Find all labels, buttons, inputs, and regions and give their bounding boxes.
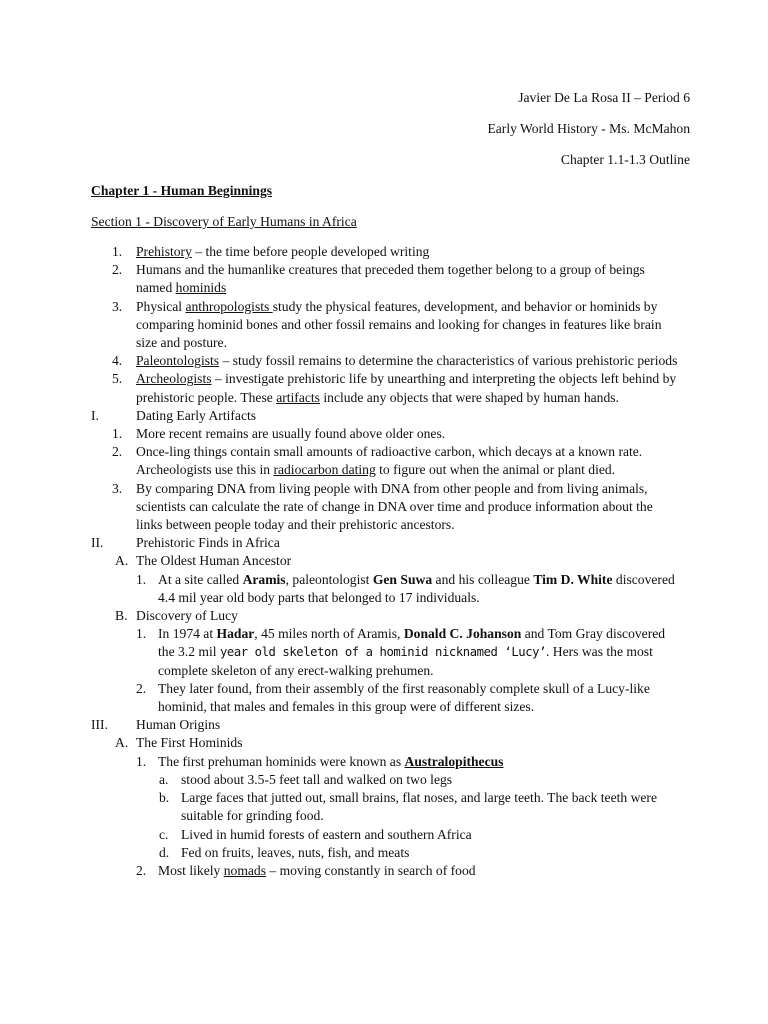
outline-item: [0, 407, 768, 425]
text-run: Gen Suwa: [372, 571, 433, 587]
outline-text: [136, 243, 680, 261]
outline-text: [136, 407, 680, 425]
outline-marker: A.: [115, 735, 129, 751]
text-run: At a site called: [158, 571, 243, 587]
text-run: and Tom Gray discovered the 3.2 mil: [158, 626, 666, 660]
text-run: year old skeleton of a hominid nicknamed ‘Lucy’: [219, 645, 546, 660]
text-run: Paleontologists: [136, 353, 220, 369]
text-run: Fed on fruits, leaves, nuts, fish, and meats: [181, 844, 410, 860]
outline-marker: 3.: [112, 480, 123, 496]
text-run: Lived in humid forests of eastern and southern Africa: [181, 826, 472, 842]
outline-item: [0, 298, 768, 353]
outline-marker: 2.: [136, 680, 147, 696]
outline-marker: B.: [115, 608, 128, 624]
outline-item: [0, 370, 768, 406]
text-run: They later found, from their assembly of the first reasonably complete skull of a Lucy-like hominid, that males and females in this group were of different sizes.: [158, 680, 650, 715]
outline-marker: a.: [159, 771, 169, 787]
text-run: The First Hominids: [136, 735, 243, 751]
text-run: Prehistory: [136, 244, 192, 259]
outline-marker: 2.: [112, 444, 123, 460]
text-run: The Oldest Human Ancestor: [136, 553, 292, 569]
outline-text: [181, 771, 680, 789]
outline-item: [0, 862, 768, 880]
text-run: Humans and the humanlike creatures that preceded them together belong to a group of beings named: [136, 262, 645, 296]
outline-marker: 2.: [112, 262, 123, 278]
course-line: Early World History - Ms. McMahon: [487, 121, 690, 136]
outline-marker: III.: [91, 717, 108, 733]
outline-text: [158, 625, 680, 680]
outline-item: [0, 480, 768, 535]
outline-text: [136, 716, 680, 734]
text-run: Dating Early Artifacts: [136, 407, 257, 423]
outline-list: [0, 243, 768, 880]
text-run: Most likely: [158, 862, 224, 878]
text-run: – the time before people developed writing: [191, 244, 430, 259]
outline-marker: b.: [159, 790, 170, 806]
outline-item: [0, 734, 768, 752]
text-run: anthropologists: [185, 298, 273, 314]
text-run: More recent remains are usually found above older ones.: [136, 426, 446, 442]
text-run: By comparing DNA from living people with DNA from other people and from living animals, scientists can calculate the rate of change in DNA over time and produce information about the links between people today and their prehistoric ancestors.: [136, 480, 653, 533]
outline-text: [181, 844, 680, 862]
outline-item: [0, 261, 768, 297]
outline-text: [158, 571, 680, 607]
text-run: Large faces that jutted out, small brains, flat noses, and large teeth. The back teeth were suitable for grinding food.: [181, 790, 657, 824]
outline-text: [181, 826, 680, 844]
text-run: study the physical features, development, and behavior or hominids by comparing hominid bones and other fossil remains and looking for changes in features like brain size and posture.: [136, 298, 662, 351]
outline-text: [136, 734, 680, 752]
text-run: The first prehuman hominids were known as: [158, 753, 405, 769]
text-run: Archeologists: [136, 371, 212, 387]
outline-marker: A.: [115, 553, 129, 569]
outline-marker: 5.: [112, 371, 123, 387]
outline-marker: 4.: [112, 353, 123, 369]
outline-text: [136, 443, 680, 479]
outline-text: [136, 352, 680, 370]
outline-item: [0, 789, 768, 825]
outline-text: [136, 534, 680, 552]
text-run: radiocarbon dating: [273, 462, 376, 478]
outline-item: [0, 844, 768, 862]
outline-marker: 1.: [136, 571, 147, 587]
outline-item: [0, 425, 768, 443]
outline-marker: c.: [159, 826, 169, 842]
text-run: In 1974 at: [158, 626, 217, 642]
outline-text: [136, 370, 680, 406]
text-run: Prehistoric Finds in Africa: [136, 535, 280, 551]
outline-item: [0, 534, 768, 552]
outline-text: [158, 753, 680, 771]
outline-marker: II.: [91, 535, 104, 551]
outline-text: [136, 552, 680, 570]
outline-marker: 1.: [112, 244, 123, 259]
text-run: artifacts: [276, 389, 320, 405]
text-run: Discovery of Lucy: [136, 608, 238, 624]
outline-item: [0, 625, 768, 680]
text-run: hominids: [175, 280, 227, 296]
text-run: – moving constantly in search of food: [266, 862, 476, 878]
outline-marker: d.: [159, 844, 170, 860]
text-run: Hadar: [216, 626, 255, 642]
text-run: Physical: [136, 298, 186, 314]
assignment-line: Chapter 1.1-1.3 Outline: [560, 152, 690, 167]
outline-marker: I.: [91, 407, 99, 423]
text-run: Tim D. White: [533, 571, 613, 587]
outline-marker: 3.: [112, 298, 123, 314]
author-line: Javier De La Rosa II – Period 6: [518, 90, 690, 105]
outline-item: [0, 716, 768, 734]
outline-text: [158, 862, 680, 880]
text-run: to figure out when the animal or plant died.: [375, 462, 616, 478]
outline-marker: 1.: [112, 426, 123, 442]
text-run: Human Origins: [136, 717, 221, 733]
text-run: – investigate prehistoric life by unearthing and interpreting the objects left behind by prehistoric people. These: [136, 371, 677, 405]
text-run: discovered 4.4 mil year old body parts that belonged to 17 individuals.: [158, 571, 675, 605]
outline-item: [0, 243, 768, 261]
outline-item: [0, 680, 768, 716]
text-run: . Hers was the most complete skeleton of any erect-walking prehumen.: [158, 644, 653, 678]
outline-item: [0, 443, 768, 479]
outline-text: [136, 480, 680, 535]
outline-item: [0, 571, 768, 607]
outline-text: [181, 789, 680, 825]
text-run: Donald C. Johanson: [403, 626, 522, 642]
outline-text: [136, 607, 680, 625]
text-run: nomads: [223, 862, 267, 878]
outline-item: [0, 771, 768, 789]
outline-item: [0, 607, 768, 625]
outline-item: [0, 826, 768, 844]
text-run: Aramis: [242, 571, 286, 587]
outline-marker: 1.: [136, 753, 147, 769]
text-run: include any objects that were shaped by human hands.: [319, 389, 619, 405]
outline-text: [136, 261, 680, 297]
text-run: and his colleague: [432, 571, 534, 587]
outline-item: [0, 552, 768, 570]
section-title: Section 1 - Discovery of Early Humans in Africa: [91, 214, 357, 229]
text-run: , 45 miles north of Aramis,: [254, 626, 404, 642]
outline-text: [136, 298, 680, 353]
outline-text: [158, 680, 680, 716]
outline-text: [136, 425, 680, 443]
text-run: Once-ling things contain small amounts of radioactive carbon, which decays at a known rate. Archeologists use this in: [136, 444, 643, 478]
outline-item: [0, 352, 768, 370]
text-run: stood about 3.5-5 feet tall and walked on two legs: [181, 771, 453, 787]
text-run: – study fossil remains to determine the characteristics of various prehistoric periods: [219, 353, 678, 369]
outline-marker: 1.: [136, 626, 147, 642]
outline-marker: 2.: [136, 862, 147, 878]
chapter-title: Chapter 1 - Human Beginnings: [91, 183, 273, 198]
text-run: , paleontologist: [285, 571, 373, 587]
outline-item: [0, 753, 768, 771]
text-run: Australopithecus: [404, 753, 504, 769]
